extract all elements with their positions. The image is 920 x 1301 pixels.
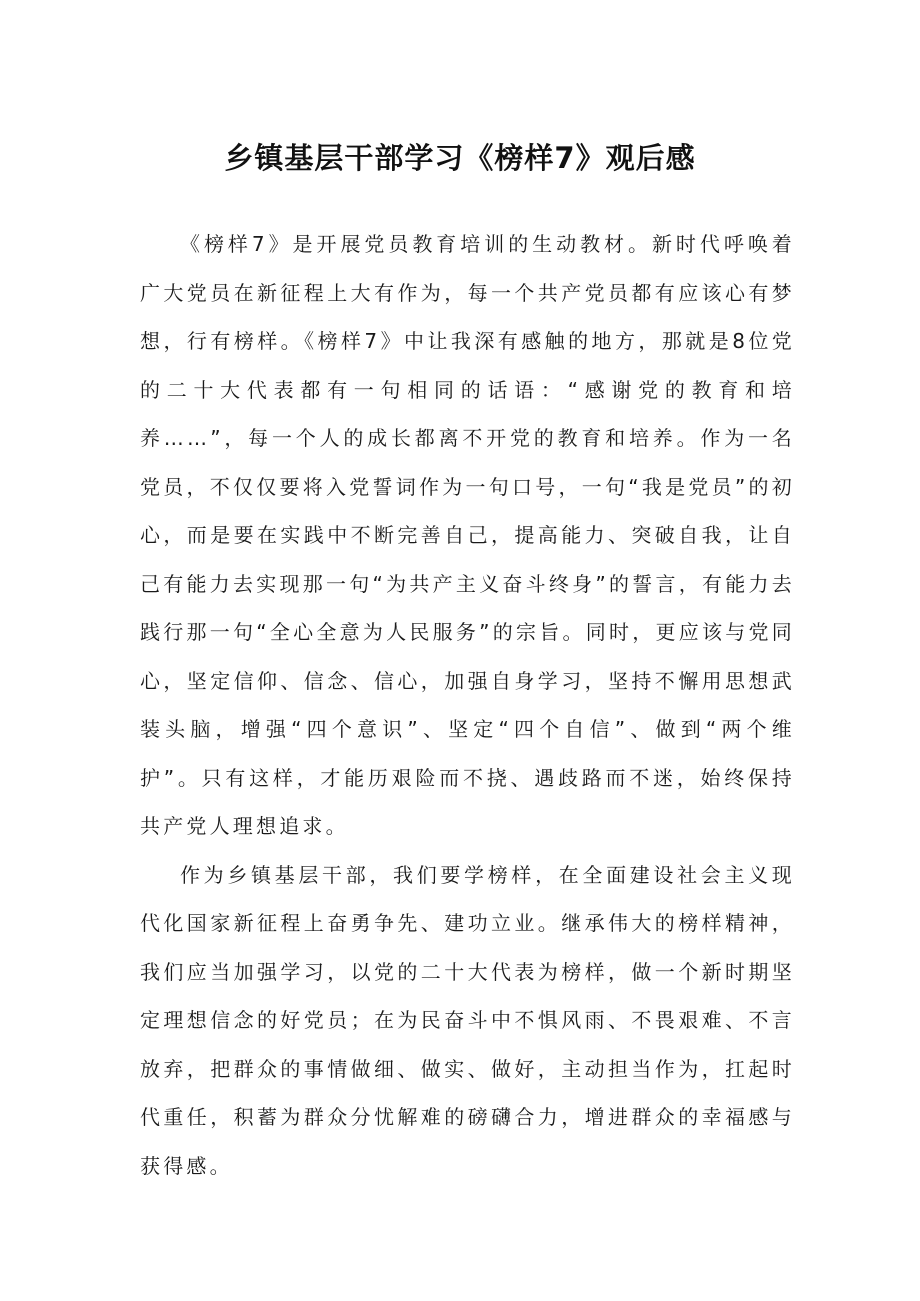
paragraph-1: 《榜样7》是开展党员教育培训的生动教材。新时代呼唤着广大党员在新征程上大有作为，每一个共产党员都有应该心有梦想，行有榜样。《榜样7》中让我深有感触的地方，那就是8位党的二十大代表都有一句相同的话语：“感谢党的教育和培养……”，每一个人的成长都离不开党的教育和培养。作为一名党员，不仅仅要将入党誓词作为一句口号，一句“我是党员”的初心，而是要在实践中不断完善自己，提高能力、突破自我，让自己有能力去实现那一句“为共产主义奋斗终身”的誓言，有能力去践行那一句“全心全意为人民服务”的宗旨。同时，更应该与党同心，坚定信仰、信念、信心，加强自身学习，坚持不懈用思想武装头脑，增强“四个意识”、坚定“四个自信”、做到“两个维护”。只有这样，才能历艰险而不挠、遇歧路而不迷，始终保持共产党人理想追求。 bbox=[140, 232, 795, 838]
page-title: 乡镇基层干部学习《榜样7》观后感 bbox=[224, 141, 696, 175]
document-body bbox=[140, 220, 795, 1190]
paragraph-2: 作为乡镇基层干部，我们要学榜样，在全面建设社会主义现代化国家新征程上奋勇争先、建功立业。继承伟大的榜样精神，我们应当加强学习，以党的二十大代表为榜样，做一个新时期坚定理想信念的好党员；在为民奋斗中不惧风雨、不畏艰难、不言放弃，把群众的事情做细、做实、做好，主动担当作为，扛起时代重任，积蓄为群众分忧解难的磅礴合力，增进群众的幸福感与获得感。 bbox=[140, 862, 795, 1178]
